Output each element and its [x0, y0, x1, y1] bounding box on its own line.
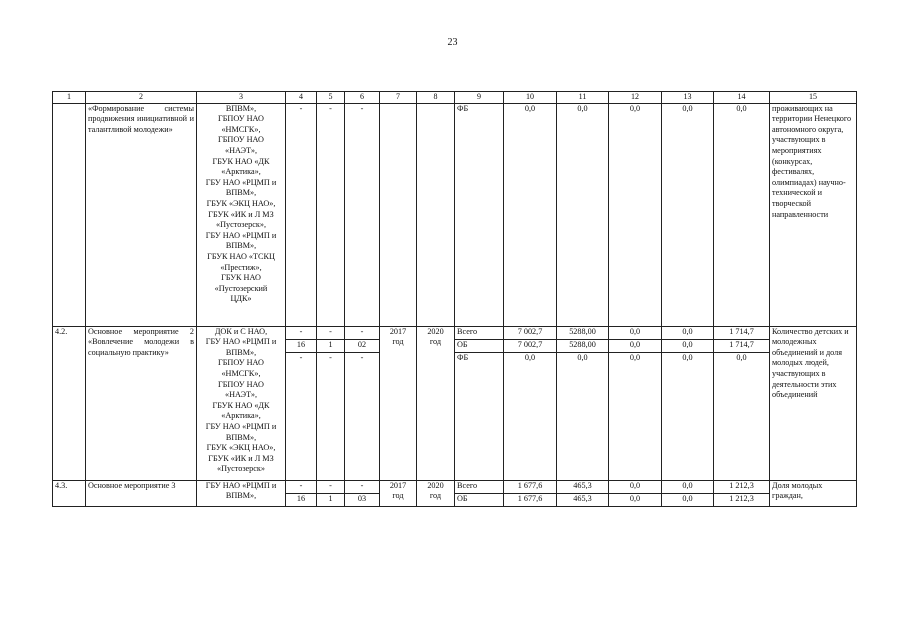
col-header: 7: [380, 92, 417, 104]
col-header: 6: [345, 92, 380, 104]
value-c11: 0,0: [557, 352, 609, 480]
value-c12: 0,0: [609, 103, 662, 326]
value-c12: 0,0: [609, 326, 662, 339]
funding-source: ФБ: [455, 103, 504, 326]
col-header: 5: [317, 92, 345, 104]
value-c14: 0,0: [714, 103, 770, 326]
code-c6: -: [345, 352, 380, 480]
activity-name: «Формирование системы продвижения инициативной и талантливой молодежи»: [86, 103, 197, 326]
funding-source: Всего: [455, 326, 504, 339]
code-c4: -: [286, 326, 317, 339]
col-header: 4: [286, 92, 317, 104]
row-number: 4.3.: [53, 480, 86, 506]
value-c10: 7 002,7: [504, 339, 557, 352]
activity-name: Основное мероприятие 3: [86, 480, 197, 506]
value-c12: 0,0: [609, 339, 662, 352]
value-c11: 5288,00: [557, 326, 609, 339]
program-table: [52, 91, 857, 507]
value-c12: 0,0: [609, 352, 662, 480]
code-c6: -: [345, 480, 380, 493]
code-c5: -: [317, 480, 345, 493]
result-indicator: Доля молодых граждан,: [770, 480, 857, 506]
start-year: [380, 103, 417, 326]
value-c10: 0,0: [504, 352, 557, 480]
code-c5: 1: [317, 493, 345, 506]
value-c13: 0,0: [662, 339, 714, 352]
executors: ГБУ НАО «РЦМП и ВПВМ»,: [197, 480, 286, 506]
code-c5: 1: [317, 339, 345, 352]
value-c14: 1 714,7: [714, 339, 770, 352]
value-c10: 7 002,7: [504, 326, 557, 339]
col-header: 9: [455, 92, 504, 104]
value-c12: 0,0: [609, 480, 662, 493]
end-year: 2020 год: [417, 480, 455, 506]
value-c11: 0,0: [557, 103, 609, 326]
value-c11: 5288,00: [557, 339, 609, 352]
col-header: 1: [53, 92, 86, 104]
col-header: 2: [86, 92, 197, 104]
value-c12: 0,0: [609, 493, 662, 506]
code-c4: -: [286, 480, 317, 493]
code-c6: 02: [345, 339, 380, 352]
funding-source: ОБ: [455, 339, 504, 352]
start-year: 2017 год: [380, 326, 417, 480]
value-c11: 465,3: [557, 493, 609, 506]
value-c10: 1 677,6: [504, 480, 557, 493]
value-c14: 1 212,3: [714, 480, 770, 493]
col-header: 11: [557, 92, 609, 104]
row-number: [53, 103, 86, 326]
page-number: 23: [447, 37, 458, 48]
value-c10: 1 677,6: [504, 493, 557, 506]
result-indicator: проживающих на территории Ненецкого автономного округа, участвующих в мероприятиях (конкурсах, фестивалях, олимпиадах) научно-технической и творческой направленности: [770, 103, 857, 326]
funding-source: Всего: [455, 480, 504, 493]
code-c4: -: [286, 103, 317, 326]
value-c13: 0,0: [662, 493, 714, 506]
code-c4: 16: [286, 493, 317, 506]
code-c6: 03: [345, 493, 380, 506]
value-c11: 465,3: [557, 480, 609, 493]
value-c14: 1 714,7: [714, 326, 770, 339]
code-c4: 16: [286, 339, 317, 352]
table-row-4-2: [53, 326, 857, 339]
col-header: 8: [417, 92, 455, 104]
code-c4: -: [286, 352, 317, 480]
header-row: [53, 92, 857, 104]
start-year: 2017 год: [380, 480, 417, 506]
value-c14: 1 212,3: [714, 493, 770, 506]
funding-source: ФБ: [455, 352, 504, 480]
code-c5: -: [317, 352, 345, 480]
activity-name: Основное мероприятие 2 «Вовлечение молодежи в социальную практику»: [86, 326, 197, 480]
table-row-4-3: [53, 480, 857, 493]
col-header: 12: [609, 92, 662, 104]
value-c14: 0,0: [714, 352, 770, 480]
end-year: 2020 год: [417, 326, 455, 480]
code-c6: -: [345, 103, 380, 326]
result-indicator: Количество детских и молодежных объединений и доля молодых людей, участвующих в деятельности этих объединений: [770, 326, 857, 480]
col-header: 13: [662, 92, 714, 104]
col-header: 10: [504, 92, 557, 104]
value-c13: 0,0: [662, 352, 714, 480]
end-year: [417, 103, 455, 326]
col-header: 15: [770, 92, 857, 104]
value-c13: 0,0: [662, 103, 714, 326]
table-row-continued: [53, 103, 857, 326]
col-header: 3: [197, 92, 286, 104]
code-c5: -: [317, 326, 345, 339]
code-c6: -: [345, 326, 380, 339]
value-c10: 0,0: [504, 103, 557, 326]
code-c5: -: [317, 103, 345, 326]
value-c13: 0,0: [662, 326, 714, 339]
col-header: 14: [714, 92, 770, 104]
value-c13: 0,0: [662, 480, 714, 493]
funding-source: ОБ: [455, 493, 504, 506]
row-number: 4.2.: [53, 326, 86, 480]
executors: ДОК и С НАО, ГБУ НАО «РЦМП и ВПВМ», ГБПОУ НАО «НМСГК», ГБПОУ НАО «НАЭТ», ГБУК НАО «ДК «Арктика», ГБУ НАО «РЦМП и ВПВМ», ГБУК «ЭКЦ НАО», ГБУК «ИК и Л МЗ «Пустозерск»: [197, 326, 286, 480]
executors: ВПВМ», ГБПОУ НАО «НМСГК», ГБПОУ НАО «НАЭТ», ГБУК НАО «ДК «Арктика», ГБУ НАО «РЦМП и ВПВМ», ГБУК «ЭКЦ НАО», ГБУК «ИК и Л МЗ «Пустозерск», ГБУ НАО «РЦМП и ВПВМ», ГБУК НАО «ТСКЦ «Престиж», ГБУК НАО «Пустозерский ЦДК»: [197, 103, 286, 326]
